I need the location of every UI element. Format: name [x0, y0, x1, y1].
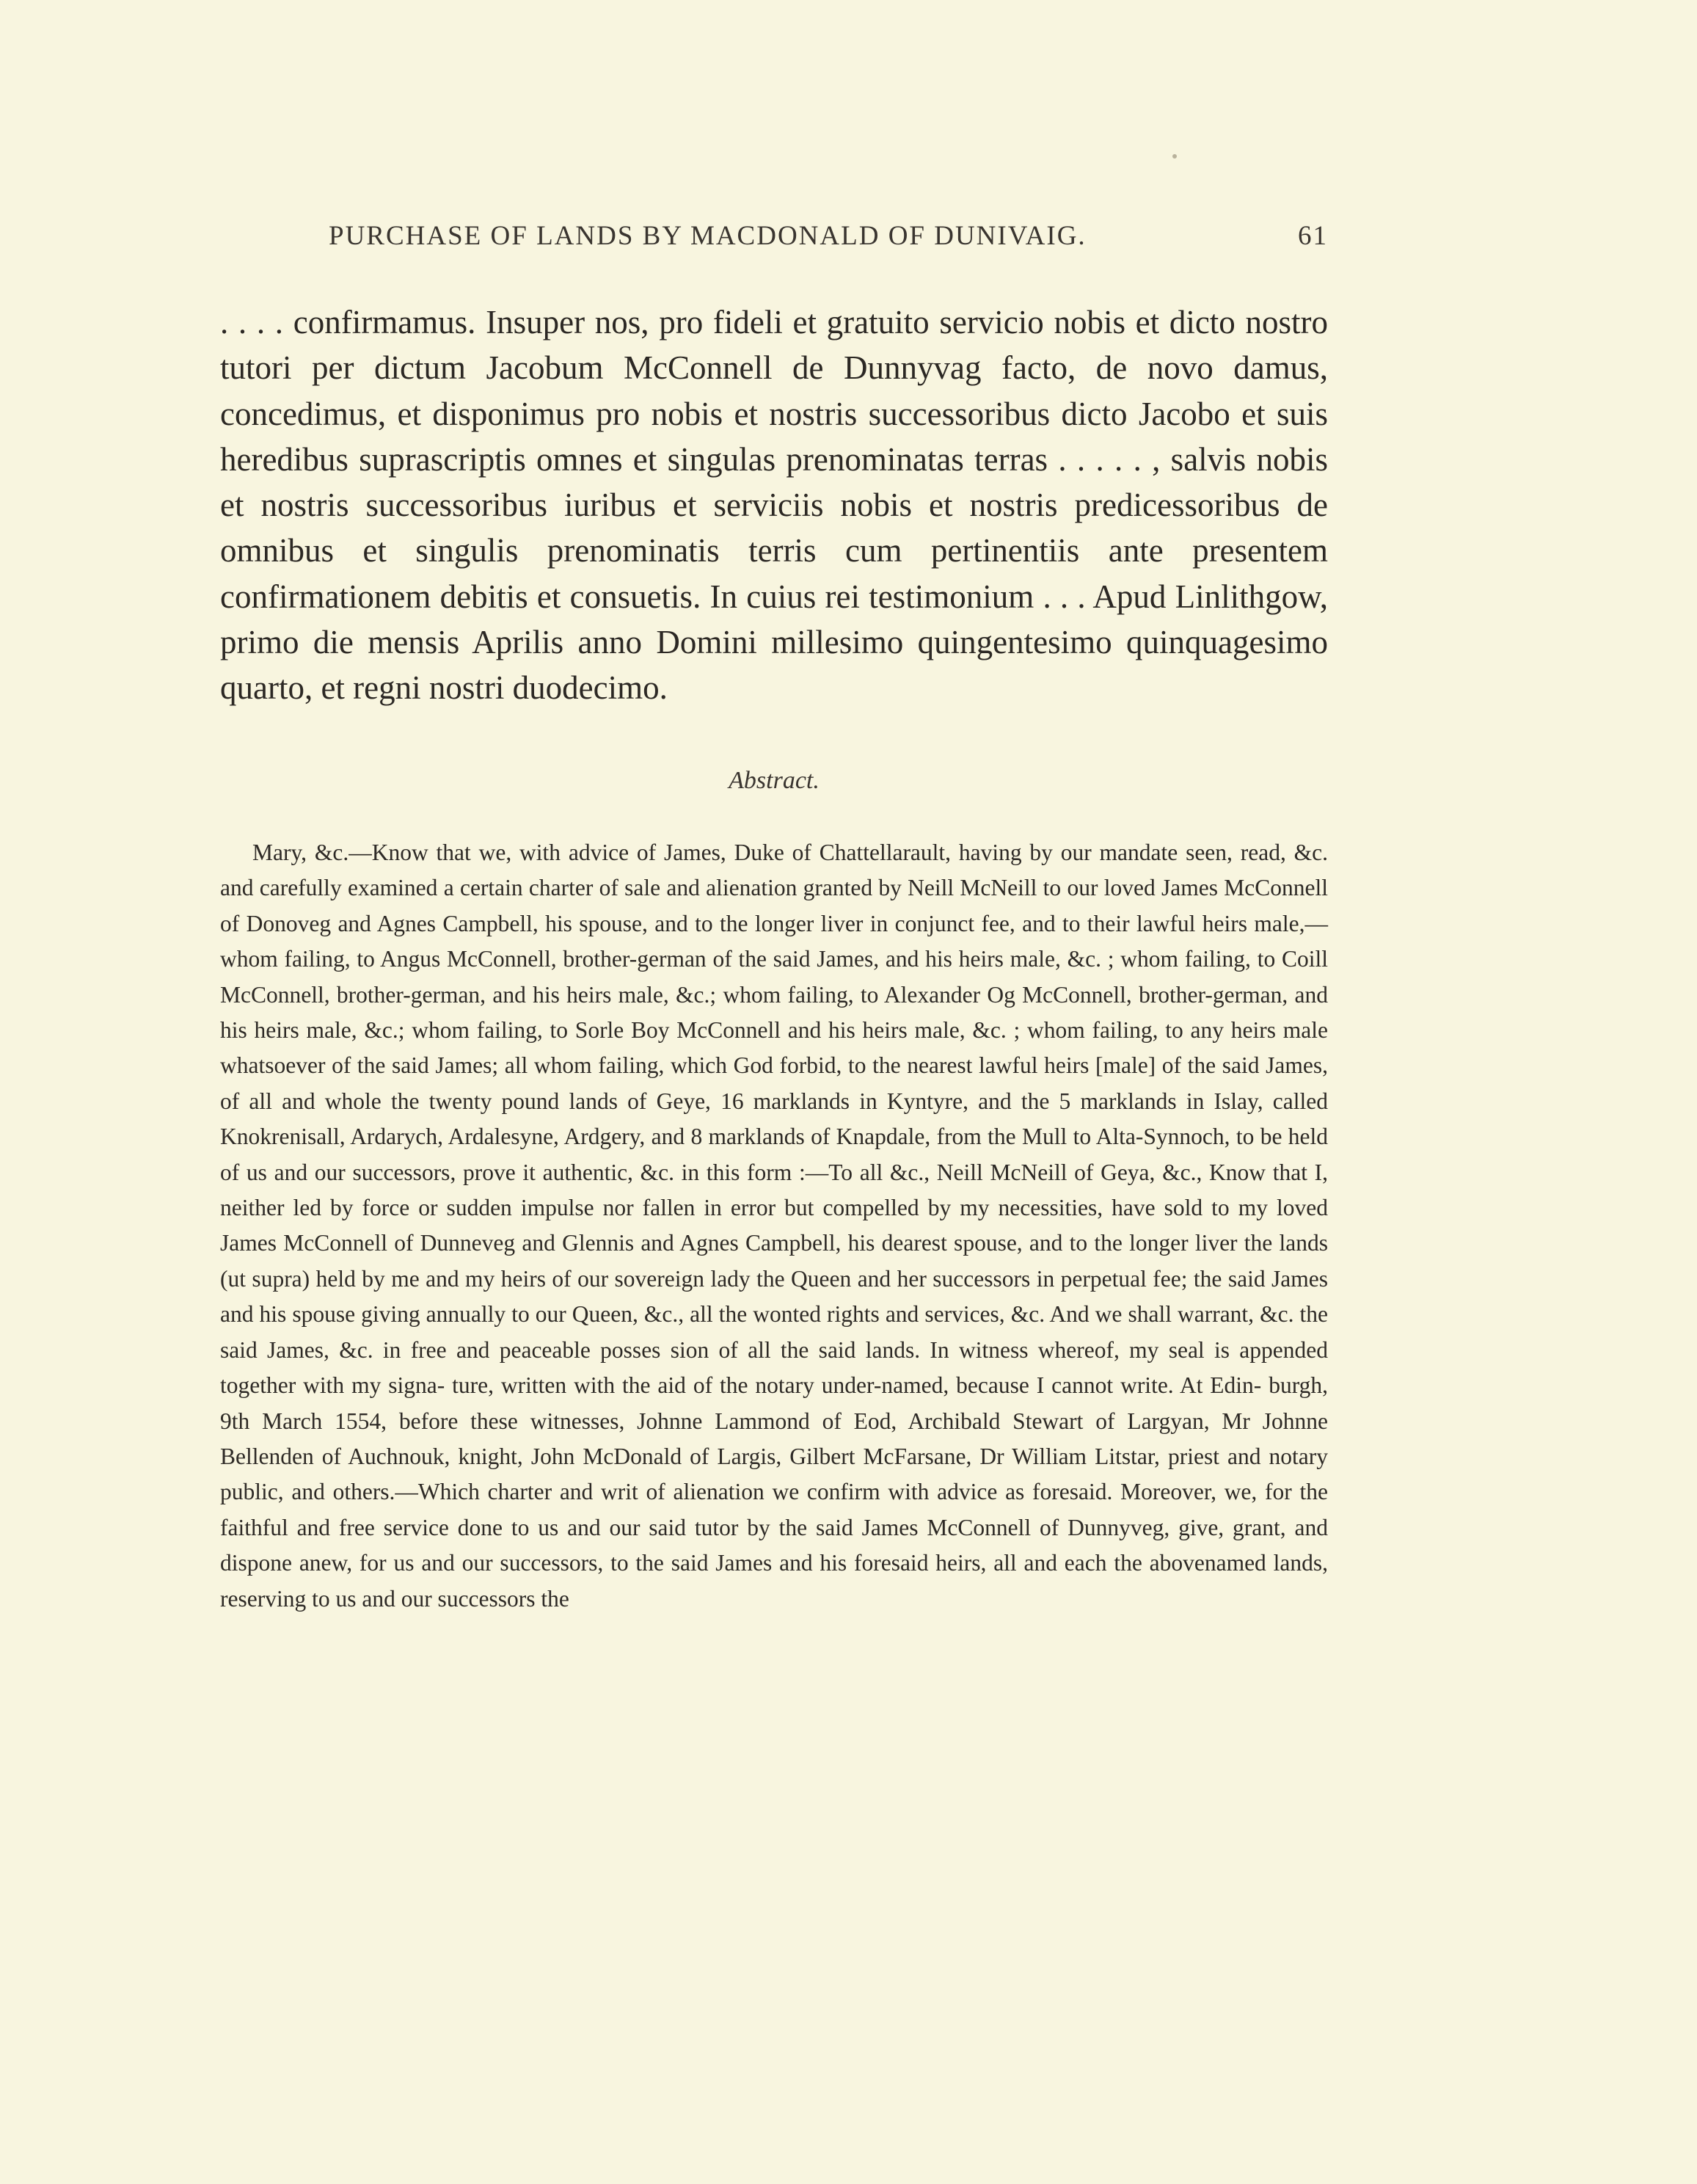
- abstract-heading: Abstract.: [729, 767, 820, 794]
- running-head: [220, 220, 1328, 257]
- page-number: 61: [1298, 221, 1328, 251]
- running-head-title: PURCHASE OF LANDS BY MACDONALD OF DUNIVAIG.: [329, 221, 1087, 251]
- abstract-body-text: Mary, &c.—Know that we, with advice of James, Duke of Chattellarault, having by our mandate seen, read, &c. and carefully examined a certain charter of sale and alienation granted by Neill McNeill to our loved James McConnell of Donoveg and Agnes Campbell, his spouse, and to the longer liver in conjunct fee, and to their lawful heirs male,—whom failing, to Angus McConnell, brother-german of the said James, and his heirs male, &c. ; whom failing, to Coill McConnell, brother-german, and his heirs male, &c.; whom failing, to Alexander Og McConnell, brother-german, and his heirs male, &c.; whom failing, to Sorle Boy McConnell and his heirs male, &c. ; whom failing, to any heirs male whatsoever of the said James; all whom failing, which God forbid, to the nearest lawful heirs [male] of the said James, of all and whole the twenty pound lands of Geye, 16 marklands in Kyntyre, and the 5 marklands in Islay, called Knokrenisall, Ardarych, Ardalesyne, Ardgery, and 8 marklands of Knapdale, from the Mull to Alta-Synnoch, to be held of us and our successors, prove it authentic, &c. in this form :—To all &c., Neill McNeill of Geya, &c., Know that I, neither led by force or sudden impulse nor fallen in error but compelled by my necessities, have sold to my loved James McConnell of Dunneveg and Glennis and Agnes Campbell, his dearest spouse, and to the longer liver the lands (ut supra) held by me and my heirs of our sovereign lady the Queen and her successors in perpetual fee; the said James and his spouse giving annually to our Queen, &c., all the wonted rights and services, &c. And we shall warrant, &c. the said James, &c. in free and peaceable posses sion of all the said lands. In witness whereof, my seal is appended together with my signa- ture, written with the aid of the notary under-named, because I cannot write. At Edin- burgh, 9th March 1554, before these witnesses, Johnne Lammond of Eod, Archibald Stewart of Largyan, Mr Johnne Bellenden of Auchnouk, knight, John McDonald of Largis, Gilbert McFarsane, Dr William Litstar, priest and notary public, and others.—Which charter and writ of alienation we confirm with advice as foresaid. Moreover, we, for the faithful and free service done to us and our said tutor by the said James McConnell of Dunnyveg, give, grant, and dispone anew, for us and our successors, to the said James and his foresaid heirs, all and each the abovenamed lands, reserving to us and our successors the: [220, 840, 1328, 1612]
- ink-speck: [1172, 154, 1177, 159]
- latin-charter-text: . . . . confirmamus. Insuper nos, pro fideli et gratuito servicio nobis et dicto nostro tutori per dictum Jacobum McConnell de Dunnyvag facto, de novo damus, concedimus, et disponimus pro nobis et nostris successoribus dicto Jacobo et suis heredibus suprascriptis omnes et singulas prenominatas terras . . . . . , salvis nobis et nostris successoribus iuribus et serviciis nobis et nostris predicessoribus de omnibus et singulis prenominatis terris cum pertinentiis ante presentem confirmationem debitis et consuetis. In cuius rei testimonium . . . Apud Linlithgow, primo die mensis Aprilis anno Domini millesimo quingentesimo quinquagesimo quarto, et regni nostri duodecimo.: [220, 304, 1328, 707]
